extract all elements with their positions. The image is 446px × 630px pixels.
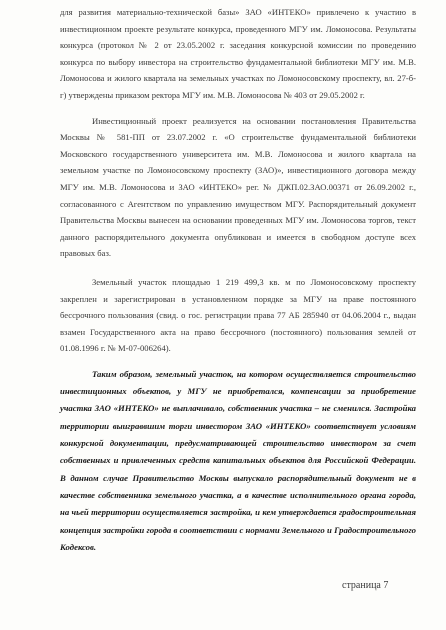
document-body: [60, 4, 416, 556]
page-number: страница 7: [342, 580, 389, 591]
paragraph-land-plot: Земельный участок площадью 1 219 499,3 кв. м по Ломоносовскому проспекту закреплен и зарегистрирован в установленном порядке за МГУ на праве постоянного бессрочного пользования (свид. о гос. регистрации права 77 АБ 285940 от 04.06.2004 г., выдан взамен Государственного акта на право бессрочного (постоянного) пользования землей от 01.08.1996 г. № М-07-006264).: [60, 276, 416, 354]
paragraph-contest-results: для развития материально-технической базы» ЗАО «ИНТЕКО» привлечено к участию в инвестиционном проекте результате конкурса, проведенного МГУ им. Ломоносова. Результаты конкурса (протокол № 2 от 23.05.2002 г. заседания конкурсной комиссии по проведению конкурса по выбору инвестора на строительство фундаментальной библиотеки МГУ им. М.В. Ломоносова и жилого квартала на земельных участках по Ломоносовскому проспекту, вл. 27-б-г) утверждены приказом ректора МГУ им. М.В. Ломоносова № 403 от 29.05.2002 г.: [60, 7, 416, 100]
paragraph-conclusion: Таким образом, земельный участок, на котором осуществляется строительство инвестиционных объектов, у МГУ не приобретался, компенсации за приобретение участка ЗАО «ИНТЕКО» не выплачивало, собственник участка – не сменился. Застройка территории выиграввшим торги инвестором ЗАО «ИНТЕКО» соответствует условиям конкурсной документации, предусматривающей строительство инвестором за счет собственных и привлеченных средств капитальных объектов для Российской Федерации. В данном случае Правительство Москвы выпускало распорядительный документ не в качестве собственника земельного участка, а в качестве исполнительного органа города, на чьей территории осуществляется застройка, и кем утверждается градостроительная концепция застройки города в соответствии с нормами Земельного и Градостроительного Кодексов.: [60, 368, 416, 552]
paragraph-investment-project: Инвестиционный проект реализуется на основании постановления Правительства Москвы № 581-ПП от 23.07.2002 г. «О строительстве фундаментальной библиотеки Московского государственного университета им. М.В. Ломоносова и жилого квартала на земельном участке по Ломоносовскому проспекту (ЗАО)», инвестиционного договора между МГУ им. М.В. Ломоносова и ЗАО «ИНТЕКО» рег. № ДЖП.02.ЗАО.00371 от 26.09.2002 г., согласованного с Агентством по управлению имуществом МГУ. Распорядительный документ Правительства Москвы вынесен на основании проведенных МГУ им. Ломоносова торгов, текст данного распорядительного документа опубликован и имеется в свободном доступе всех правовых баз.: [60, 115, 416, 259]
